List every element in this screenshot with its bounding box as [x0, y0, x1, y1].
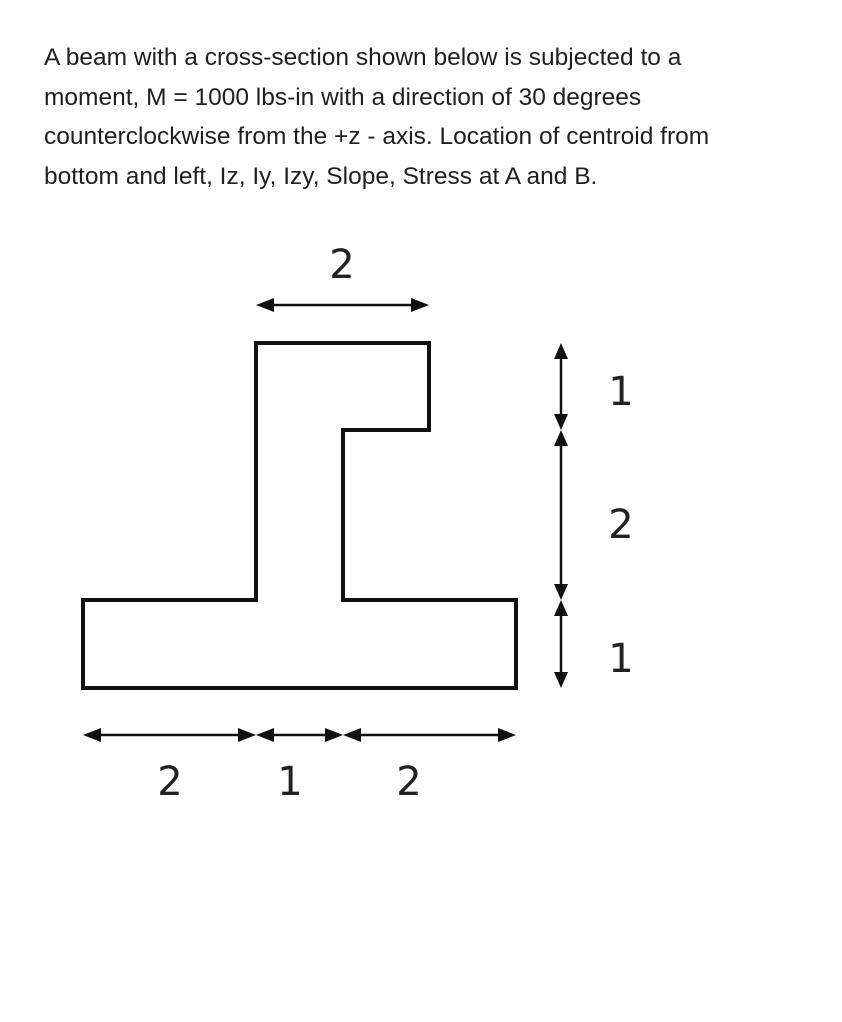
bottom-dimensions — [83, 728, 516, 805]
arrowhead — [411, 298, 429, 312]
problem-line-1: A beam with a cross-section shown below is subjected to a — [44, 44, 682, 71]
arrowhead — [554, 584, 568, 600]
arrowhead — [554, 600, 568, 616]
arrowhead — [554, 343, 568, 359]
top-width-label: 2 — [329, 242, 355, 288]
problem-line-2: moment, M = 1000 lbs-in with a direction of 30 degrees — [44, 83, 642, 111]
arrowhead — [83, 728, 101, 742]
bottom-label-2: 1 — [277, 759, 303, 805]
top-dimension — [256, 242, 429, 312]
arrowhead — [256, 298, 274, 312]
bottom-label-1: 2 — [157, 759, 183, 805]
right-label-3: 1 — [608, 636, 634, 682]
right-dimensions — [554, 343, 634, 688]
right-label-1: 1 — [608, 369, 634, 415]
arrowhead — [498, 728, 516, 742]
problem-line-4: bottom and left, Iz, Iy, Izy, Slope, Stress at A and B. — [44, 162, 598, 190]
arrowhead — [554, 672, 568, 688]
bottom-label-3: 2 — [396, 759, 422, 805]
arrowhead — [343, 728, 361, 742]
arrowhead — [238, 728, 256, 742]
problem-line-3: counterclockwise from the +z - axis. Location of centroid from — [44, 123, 710, 150]
right-label-2: 2 — [608, 502, 634, 548]
arrowhead — [325, 728, 343, 742]
cross-section-outline — [83, 343, 516, 688]
arrowhead — [554, 430, 568, 446]
arrowhead — [554, 414, 568, 430]
arrowhead — [256, 728, 274, 742]
